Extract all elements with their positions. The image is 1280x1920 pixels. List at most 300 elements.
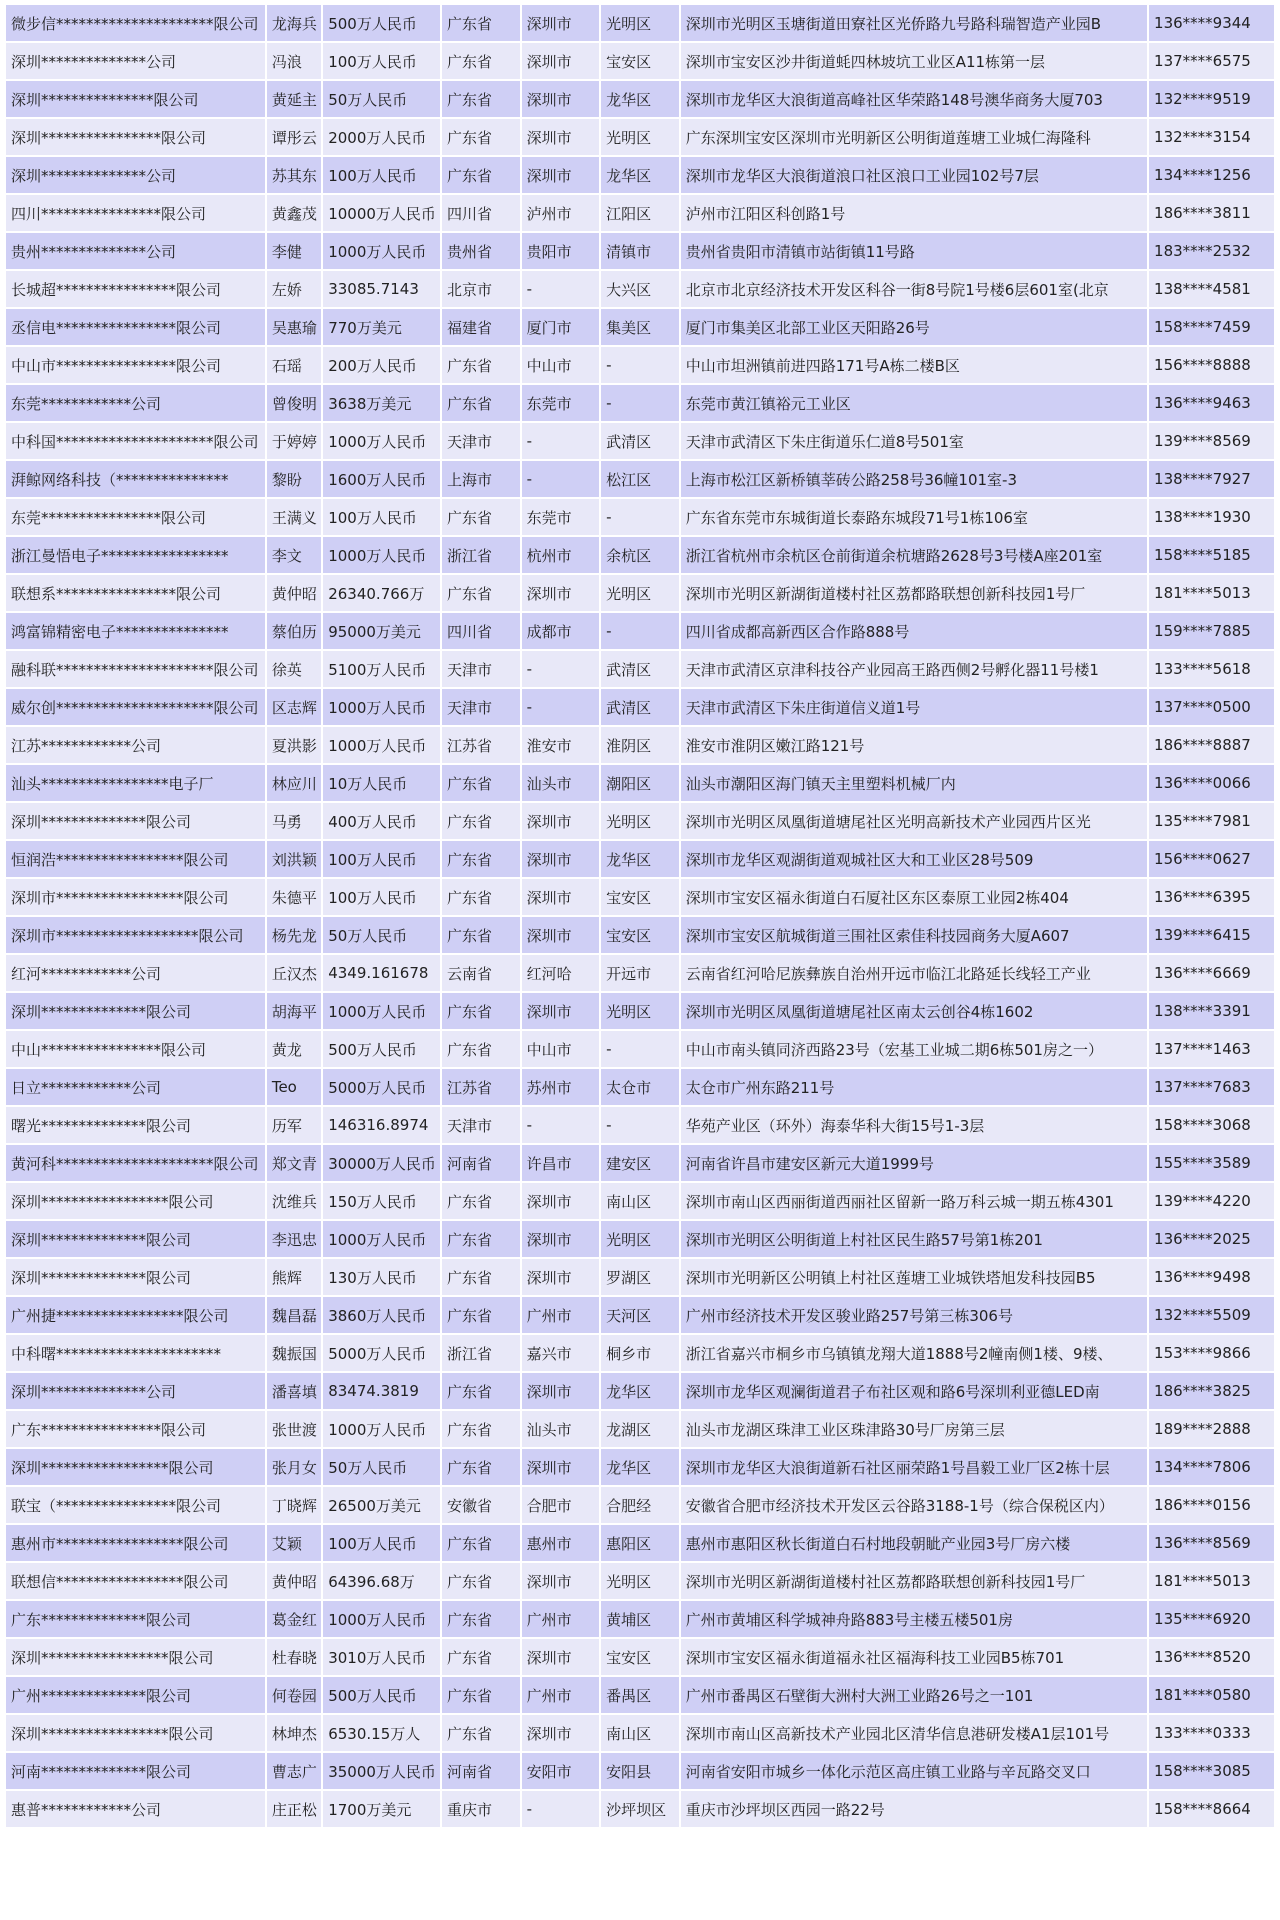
district-cell: 龙华区 xyxy=(601,81,679,117)
district-cell: 光明区 xyxy=(601,993,679,1029)
phone-cell: 137****7683 xyxy=(1149,1069,1274,1105)
company-name-cell: 红河************公司 xyxy=(6,955,265,991)
address-cell: 广东省东莞市东城街道长泰路东城段71号1栋106室 xyxy=(681,499,1147,535)
phone-cell: 158****3085 xyxy=(1149,1753,1274,1789)
table-row xyxy=(6,461,1274,497)
city-cell: 安阳市 xyxy=(522,1753,600,1789)
legal-person-cell: 黄仲昭 xyxy=(267,1563,321,1599)
city-cell: 汕头市 xyxy=(522,765,600,801)
legal-person-cell: 潘喜填 xyxy=(267,1373,321,1409)
registered-capital-cell: 100万人民币 xyxy=(323,43,440,79)
district-cell: - xyxy=(601,347,679,383)
phone-cell: 158****7459 xyxy=(1149,309,1274,345)
address-cell: 深圳市宝安区沙井街道蚝四林坡坑工业区A11栋第一层 xyxy=(681,43,1147,79)
phone-cell: 156****8888 xyxy=(1149,347,1274,383)
table-row xyxy=(6,233,1274,269)
province-cell: 安徽省 xyxy=(442,1487,520,1523)
table-row xyxy=(6,1297,1274,1333)
address-cell: 深圳市光明区玉塘街道田寮社区光侨路九号路科瑞智造产业园B xyxy=(681,5,1147,41)
province-cell: 四川省 xyxy=(442,613,520,649)
address-cell: 中山市坦洲镇前进四路171号A栋二楼B区 xyxy=(681,347,1147,383)
district-cell: 宝安区 xyxy=(601,917,679,953)
legal-person-cell: 黎盼 xyxy=(267,461,321,497)
address-cell: 淮安市淮阴区嫩江路121号 xyxy=(681,727,1147,763)
address-cell: 广东深圳宝安区深圳市光明新区公明街道莲塘工业城仁海隆科 xyxy=(681,119,1147,155)
district-cell: 松江区 xyxy=(601,461,679,497)
district-cell: 安阳县 xyxy=(601,1753,679,1789)
company-name-cell: 微步信*********************限公司 xyxy=(6,5,265,41)
address-cell: 深圳市光明区新湖街道楼村社区荔都路联想创新科技园1号厂 xyxy=(681,1563,1147,1599)
table-row xyxy=(6,81,1274,117)
company-name-cell: 广东****************限公司 xyxy=(6,1411,265,1447)
city-cell: 汕头市 xyxy=(522,1411,600,1447)
province-cell: 广东省 xyxy=(442,841,520,877)
province-cell: 天津市 xyxy=(442,1107,520,1143)
address-cell: 汕头市潮阳区海门镇天主里塑料机械厂内 xyxy=(681,765,1147,801)
company-name-cell: 丞信电****************限公司 xyxy=(6,309,265,345)
company-name-cell: 深圳市*****************限公司 xyxy=(6,879,265,915)
city-cell: 深圳市 xyxy=(522,917,600,953)
province-cell: 广东省 xyxy=(442,765,520,801)
company-name-cell: 深圳**************限公司 xyxy=(6,1259,265,1295)
district-cell: 江阳区 xyxy=(601,195,679,231)
company-name-cell: 中山****************限公司 xyxy=(6,1031,265,1067)
registered-capital-cell: 50万人民币 xyxy=(323,917,440,953)
legal-person-cell: 朱德平 xyxy=(267,879,321,915)
phone-cell: 158****5185 xyxy=(1149,537,1274,573)
legal-person-cell: 夏洪影 xyxy=(267,727,321,763)
district-cell: - xyxy=(601,499,679,535)
district-cell: 沙坪坝区 xyxy=(601,1791,679,1827)
table-row xyxy=(6,1449,1274,1485)
city-cell: 合肥市 xyxy=(522,1487,600,1523)
district-cell: - xyxy=(601,1107,679,1143)
company-name-cell: 深圳*****************限公司 xyxy=(6,1449,265,1485)
legal-person-cell: 黄鑫茂 xyxy=(267,195,321,231)
legal-person-cell: 曹志广 xyxy=(267,1753,321,1789)
registered-capital-cell: 35000万人民币 xyxy=(323,1753,440,1789)
address-cell: 汕头市龙湖区珠津工业区珠津路30号厂房第三层 xyxy=(681,1411,1147,1447)
registered-capital-cell: 1000万人民币 xyxy=(323,689,440,725)
district-cell: 天河区 xyxy=(601,1297,679,1333)
phone-cell: 136****0066 xyxy=(1149,765,1274,801)
legal-person-cell: 黄龙 xyxy=(267,1031,321,1067)
legal-person-cell: 蔡伯历 xyxy=(267,613,321,649)
phone-cell: 136****9344 xyxy=(1149,5,1274,41)
company-name-cell: 东莞************公司 xyxy=(6,385,265,421)
table-row xyxy=(6,841,1274,877)
district-cell: 龙华区 xyxy=(601,1373,679,1409)
registered-capital-cell: 1700万美元 xyxy=(323,1791,440,1827)
phone-cell: 186****3825 xyxy=(1149,1373,1274,1409)
phone-cell: 138****4581 xyxy=(1149,271,1274,307)
province-cell: 重庆市 xyxy=(442,1791,520,1827)
table-row xyxy=(6,1107,1274,1143)
table-row xyxy=(6,1487,1274,1523)
province-cell: 上海市 xyxy=(442,461,520,497)
registered-capital-cell: 26500万美元 xyxy=(323,1487,440,1523)
address-cell: 浙江省嘉兴市桐乡市乌镇镇龙翔大道1888号2幢南侧1楼、9楼、 xyxy=(681,1335,1147,1371)
table-row xyxy=(6,1411,1274,1447)
company-name-cell: 联想系****************限公司 xyxy=(6,575,265,611)
province-cell: 浙江省 xyxy=(442,1335,520,1371)
city-cell: - xyxy=(522,1107,600,1143)
table-row xyxy=(6,1791,1274,1827)
address-cell: 深圳市光明区新湖街道楼村社区荔都路联想创新科技园1号厂 xyxy=(681,575,1147,611)
city-cell: - xyxy=(522,461,600,497)
phone-cell: 136****6395 xyxy=(1149,879,1274,915)
district-cell: 潮阳区 xyxy=(601,765,679,801)
address-cell: 浙江省杭州市余杭区仓前街道余杭塘路2628号3号楼A座201室 xyxy=(681,537,1147,573)
city-cell: 泸州市 xyxy=(522,195,600,231)
registered-capital-cell: 3010万人民币 xyxy=(323,1639,440,1675)
table-row xyxy=(6,1753,1274,1789)
address-cell: 天津市武清区下朱庄街道乐仁道8号501室 xyxy=(681,423,1147,459)
company-name-cell: 深圳*****************限公司 xyxy=(6,1715,265,1751)
district-cell: 合肥经 xyxy=(601,1487,679,1523)
company-name-cell: 融科联*********************限公司 xyxy=(6,651,265,687)
province-cell: 广东省 xyxy=(442,1525,520,1561)
registered-capital-cell: 400万人民币 xyxy=(323,803,440,839)
city-cell: 东莞市 xyxy=(522,385,600,421)
table-row xyxy=(6,157,1274,193)
legal-person-cell: 张世渡 xyxy=(267,1411,321,1447)
district-cell: 龙华区 xyxy=(601,841,679,877)
registered-capital-cell: 130万人民币 xyxy=(323,1259,440,1295)
phone-cell: 138****7927 xyxy=(1149,461,1274,497)
city-cell: 深圳市 xyxy=(522,81,600,117)
city-cell: - xyxy=(522,423,600,459)
address-cell: 深圳市南山区西丽街道西丽社区留新一路万科云城一期五栋4301 xyxy=(681,1183,1147,1219)
address-cell: 深圳市龙华区大浪街道浪口社区浪口工业园102号7层 xyxy=(681,157,1147,193)
registered-capital-cell: 1600万人民币 xyxy=(323,461,440,497)
table-row xyxy=(6,423,1274,459)
address-cell: 厦门市集美区北部工业区天阳路26号 xyxy=(681,309,1147,345)
table-row xyxy=(6,955,1274,991)
phone-cell: 186****8887 xyxy=(1149,727,1274,763)
phone-cell: 136****2025 xyxy=(1149,1221,1274,1257)
district-cell: 光明区 xyxy=(601,1563,679,1599)
registered-capital-cell: 200万人民币 xyxy=(323,347,440,383)
province-cell: 广东省 xyxy=(442,879,520,915)
table-row xyxy=(6,651,1274,687)
company-name-cell: 惠州市*****************限公司 xyxy=(6,1525,265,1561)
company-name-cell: 浙江曼悟电子***************** xyxy=(6,537,265,573)
city-cell: 嘉兴市 xyxy=(522,1335,600,1371)
city-cell: 广州市 xyxy=(522,1677,600,1713)
table-row xyxy=(6,347,1274,383)
legal-person-cell: 胡海平 xyxy=(267,993,321,1029)
district-cell: 光明区 xyxy=(601,119,679,155)
address-cell: 深圳市龙华区大浪街道新石社区丽荣路1号昌毅工业厂区2栋十层 xyxy=(681,1449,1147,1485)
phone-cell: 186****3811 xyxy=(1149,195,1274,231)
city-cell: - xyxy=(522,651,600,687)
province-cell: 广东省 xyxy=(442,119,520,155)
company-name-cell: 广东**************限公司 xyxy=(6,1601,265,1637)
city-cell: - xyxy=(522,271,600,307)
company-name-cell: 深圳市*******************限公司 xyxy=(6,917,265,953)
company-name-cell: 深圳**************公司 xyxy=(6,1373,265,1409)
company-name-cell: 深圳**************限公司 xyxy=(6,803,265,839)
table-row xyxy=(6,689,1274,725)
address-cell: 深圳市龙华区观澜街道君子布社区观和路6号深圳利亚德LED南 xyxy=(681,1373,1147,1409)
district-cell: 光明区 xyxy=(601,803,679,839)
registered-capital-cell: 6530.15万人 xyxy=(323,1715,440,1751)
company-name-cell: 鸿富锦精密电子*************** xyxy=(6,613,265,649)
company-name-cell: 深圳**************公司 xyxy=(6,43,265,79)
legal-person-cell: 庄正松 xyxy=(267,1791,321,1827)
province-cell: 广东省 xyxy=(442,1297,520,1333)
legal-person-cell: 艾颖 xyxy=(267,1525,321,1561)
registered-capital-cell: 33085.7143 xyxy=(323,271,440,307)
legal-person-cell: 张月女 xyxy=(267,1449,321,1485)
legal-person-cell: 冯浪 xyxy=(267,43,321,79)
phone-cell: 132****9519 xyxy=(1149,81,1274,117)
phone-cell: 132****3154 xyxy=(1149,119,1274,155)
phone-cell: 135****6920 xyxy=(1149,1601,1274,1637)
province-cell: 广东省 xyxy=(442,993,520,1029)
registered-capital-cell: 95000万美元 xyxy=(323,613,440,649)
registered-capital-cell: 50万人民币 xyxy=(323,81,440,117)
city-cell: 深圳市 xyxy=(522,5,600,41)
city-cell: 深圳市 xyxy=(522,119,600,155)
table-row xyxy=(6,271,1274,307)
city-cell: 深圳市 xyxy=(522,1715,600,1751)
registered-capital-cell: 100万人民币 xyxy=(323,157,440,193)
registered-capital-cell: 4349.161678 xyxy=(323,955,440,991)
district-cell: 黄埔区 xyxy=(601,1601,679,1637)
address-cell: 广州市番禺区石壁街大洲村大洲工业路26号之一101 xyxy=(681,1677,1147,1713)
address-cell: 深圳市宝安区福永街道白石厦社区东区泰原工业园2栋404 xyxy=(681,879,1147,915)
district-cell: 武清区 xyxy=(601,689,679,725)
phone-cell: 136****8569 xyxy=(1149,1525,1274,1561)
registered-capital-cell: 1000万人民币 xyxy=(323,233,440,269)
province-cell: 广东省 xyxy=(442,1031,520,1067)
legal-person-cell: 熊辉 xyxy=(267,1259,321,1295)
phone-cell: 159****7885 xyxy=(1149,613,1274,649)
phone-cell: 186****0156 xyxy=(1149,1487,1274,1523)
address-cell: 深圳市龙华区大浪街道高峰社区华荣路148号澳华商务大厦703 xyxy=(681,81,1147,117)
company-name-cell: 中科国*********************限公司 xyxy=(6,423,265,459)
district-cell: 宝安区 xyxy=(601,43,679,79)
province-cell: 广东省 xyxy=(442,1449,520,1485)
district-cell: 开远市 xyxy=(601,955,679,991)
table-row xyxy=(6,1335,1274,1371)
city-cell: 惠州市 xyxy=(522,1525,600,1561)
district-cell: 罗湖区 xyxy=(601,1259,679,1295)
phone-cell: 139****6415 xyxy=(1149,917,1274,953)
company-name-cell: 黄河科*********************限公司 xyxy=(6,1145,265,1181)
registered-capital-cell: 1000万人民币 xyxy=(323,423,440,459)
company-name-cell: 汕头*****************电子厂 xyxy=(6,765,265,801)
city-cell: - xyxy=(522,689,600,725)
district-cell: - xyxy=(601,385,679,421)
district-cell: 武清区 xyxy=(601,651,679,687)
district-cell: 桐乡市 xyxy=(601,1335,679,1371)
address-cell: 中山市南头镇同济西路23号（宏基工业城二期6栋501房之一） xyxy=(681,1031,1147,1067)
city-cell: 深圳市 xyxy=(522,43,600,79)
province-cell: 江苏省 xyxy=(442,1069,520,1105)
company-name-cell: 联宝（****************限公司 xyxy=(6,1487,265,1523)
address-cell: 广州市经济技术开发区骏业路257号第三栋306号 xyxy=(681,1297,1147,1333)
legal-person-cell: 曾俊明 xyxy=(267,385,321,421)
company-name-cell: 深圳****************限公司 xyxy=(6,119,265,155)
table-row xyxy=(6,1031,1274,1067)
district-cell: 淮阴区 xyxy=(601,727,679,763)
registered-capital-cell: 3638万美元 xyxy=(323,385,440,421)
phone-cell: 135****7981 xyxy=(1149,803,1274,839)
registered-capital-cell: 50万人民币 xyxy=(323,1449,440,1485)
table-row xyxy=(6,575,1274,611)
table-row xyxy=(6,1145,1274,1181)
company-name-cell: 深圳***************限公司 xyxy=(6,81,265,117)
province-cell: 浙江省 xyxy=(442,537,520,573)
address-cell: 华苑产业区（环外）海泰华科大街15号1-3层 xyxy=(681,1107,1147,1143)
district-cell: 南山区 xyxy=(601,1183,679,1219)
city-cell: 深圳市 xyxy=(522,993,600,1029)
city-cell: 深圳市 xyxy=(522,1183,600,1219)
company-name-cell: 中山市****************限公司 xyxy=(6,347,265,383)
registered-capital-cell: 500万人民币 xyxy=(323,1677,440,1713)
province-cell: 广东省 xyxy=(442,917,520,953)
legal-person-cell: 区志辉 xyxy=(267,689,321,725)
table-row xyxy=(6,917,1274,953)
registered-capital-cell: 10万人民币 xyxy=(323,765,440,801)
company-name-cell: 深圳*****************限公司 xyxy=(6,1183,265,1219)
province-cell: 广东省 xyxy=(442,81,520,117)
city-cell: 深圳市 xyxy=(522,575,600,611)
district-cell: 集美区 xyxy=(601,309,679,345)
table-row xyxy=(6,1677,1274,1713)
city-cell: 淮安市 xyxy=(522,727,600,763)
province-cell: 广东省 xyxy=(442,1411,520,1447)
city-cell: 广州市 xyxy=(522,1297,600,1333)
table-row xyxy=(6,1183,1274,1219)
address-cell: 深圳市光明新区公明镇上村社区莲塘工业城铁塔旭发科技园B5 xyxy=(681,1259,1147,1295)
district-cell: 宝安区 xyxy=(601,879,679,915)
company-name-cell: 长城超****************限公司 xyxy=(6,271,265,307)
province-cell: 广东省 xyxy=(442,1259,520,1295)
legal-person-cell: 魏昌磊 xyxy=(267,1297,321,1333)
registered-capital-cell: 770万美元 xyxy=(323,309,440,345)
registered-capital-cell: 150万人民币 xyxy=(323,1183,440,1219)
province-cell: 广东省 xyxy=(442,1715,520,1751)
province-cell: 广东省 xyxy=(442,1601,520,1637)
phone-cell: 137****6575 xyxy=(1149,43,1274,79)
legal-person-cell: 葛金红 xyxy=(267,1601,321,1637)
district-cell: 清镇市 xyxy=(601,233,679,269)
registered-capital-cell: 100万人民币 xyxy=(323,841,440,877)
province-cell: 四川省 xyxy=(442,195,520,231)
company-name-cell: 惠普************公司 xyxy=(6,1791,265,1827)
city-cell: 杭州市 xyxy=(522,537,600,573)
district-cell: 太仓市 xyxy=(601,1069,679,1105)
table-row xyxy=(6,993,1274,1029)
company-name-cell: 日立************公司 xyxy=(6,1069,265,1105)
city-cell: 深圳市 xyxy=(522,1221,600,1257)
city-cell: 深圳市 xyxy=(522,1373,600,1409)
legal-person-cell: 马勇 xyxy=(267,803,321,839)
phone-cell: 155****3589 xyxy=(1149,1145,1274,1181)
city-cell: 中山市 xyxy=(522,1031,600,1067)
company-name-cell: 河南**************限公司 xyxy=(6,1753,265,1789)
registered-capital-cell: 1000万人民币 xyxy=(323,1411,440,1447)
registered-capital-cell: 1000万人民币 xyxy=(323,1221,440,1257)
phone-cell: 189****2888 xyxy=(1149,1411,1274,1447)
phone-cell: 133****5618 xyxy=(1149,651,1274,687)
legal-person-cell: 王满义 xyxy=(267,499,321,535)
table-row xyxy=(6,385,1274,421)
table-row xyxy=(6,43,1274,79)
registered-capital-cell: 100万人民币 xyxy=(323,1525,440,1561)
registered-capital-cell: 1000万人民币 xyxy=(323,993,440,1029)
legal-person-cell: 徐英 xyxy=(267,651,321,687)
address-cell: 重庆市沙坪坝区西园一路22号 xyxy=(681,1791,1147,1827)
district-cell: 南山区 xyxy=(601,1715,679,1751)
company-name-cell: 广州**************限公司 xyxy=(6,1677,265,1713)
city-cell: 红河哈 xyxy=(522,955,600,991)
table-row xyxy=(6,499,1274,535)
address-cell: 贵州省贵阳市清镇市站街镇11号路 xyxy=(681,233,1147,269)
address-cell: 河南省许昌市建安区新元大道1999号 xyxy=(681,1145,1147,1181)
company-name-cell: 贵州**************公司 xyxy=(6,233,265,269)
province-cell: 广东省 xyxy=(442,1639,520,1675)
registered-capital-cell: 146316.8974 xyxy=(323,1107,440,1143)
province-cell: 广东省 xyxy=(442,5,520,41)
phone-cell: 181****0580 xyxy=(1149,1677,1274,1713)
company-name-cell: 威尔创*********************限公司 xyxy=(6,689,265,725)
address-cell: 深圳市宝安区福永街道福永社区福海科技工业园B5栋701 xyxy=(681,1639,1147,1675)
legal-person-cell: 林应川 xyxy=(267,765,321,801)
phone-cell: 136****8520 xyxy=(1149,1639,1274,1675)
city-cell: 厦门市 xyxy=(522,309,600,345)
city-cell: 深圳市 xyxy=(522,1259,600,1295)
district-cell: - xyxy=(601,613,679,649)
registered-capital-cell: 1000万人民币 xyxy=(323,727,440,763)
company-name-cell: 中科曙********************** xyxy=(6,1335,265,1371)
phone-cell: 134****7806 xyxy=(1149,1449,1274,1485)
province-cell: 天津市 xyxy=(442,651,520,687)
legal-person-cell: 郑文青 xyxy=(267,1145,321,1181)
registered-capital-cell: 5000万人民币 xyxy=(323,1069,440,1105)
registered-capital-cell: 30000万人民币 xyxy=(323,1145,440,1181)
province-cell: 广东省 xyxy=(442,1221,520,1257)
company-name-cell: 深圳**************限公司 xyxy=(6,993,265,1029)
phone-cell: 136****9463 xyxy=(1149,385,1274,421)
table-row xyxy=(6,1525,1274,1561)
city-cell: 成都市 xyxy=(522,613,600,649)
address-cell: 云南省红河哈尼族彝族自治州开远市临江北路延长线轻工产业 xyxy=(681,955,1147,991)
phone-cell: 136****9498 xyxy=(1149,1259,1274,1295)
table-row xyxy=(6,195,1274,231)
table-row xyxy=(6,1259,1274,1295)
registered-capital-cell: 64396.68万 xyxy=(323,1563,440,1599)
company-table xyxy=(4,3,1276,1829)
city-cell: 中山市 xyxy=(522,347,600,383)
city-cell: 深圳市 xyxy=(522,1563,600,1599)
province-cell: 贵州省 xyxy=(442,233,520,269)
phone-cell: 181****5013 xyxy=(1149,575,1274,611)
district-cell: 龙华区 xyxy=(601,157,679,193)
table-body xyxy=(6,5,1274,1827)
province-cell: 广东省 xyxy=(442,157,520,193)
registered-capital-cell: 100万人民币 xyxy=(323,879,440,915)
phone-cell: 158****8664 xyxy=(1149,1791,1274,1827)
district-cell: 光明区 xyxy=(601,575,679,611)
address-cell: 四川省成都高新西区合作路888号 xyxy=(681,613,1147,649)
table-row xyxy=(6,803,1274,839)
registered-capital-cell: 83474.3819 xyxy=(323,1373,440,1409)
